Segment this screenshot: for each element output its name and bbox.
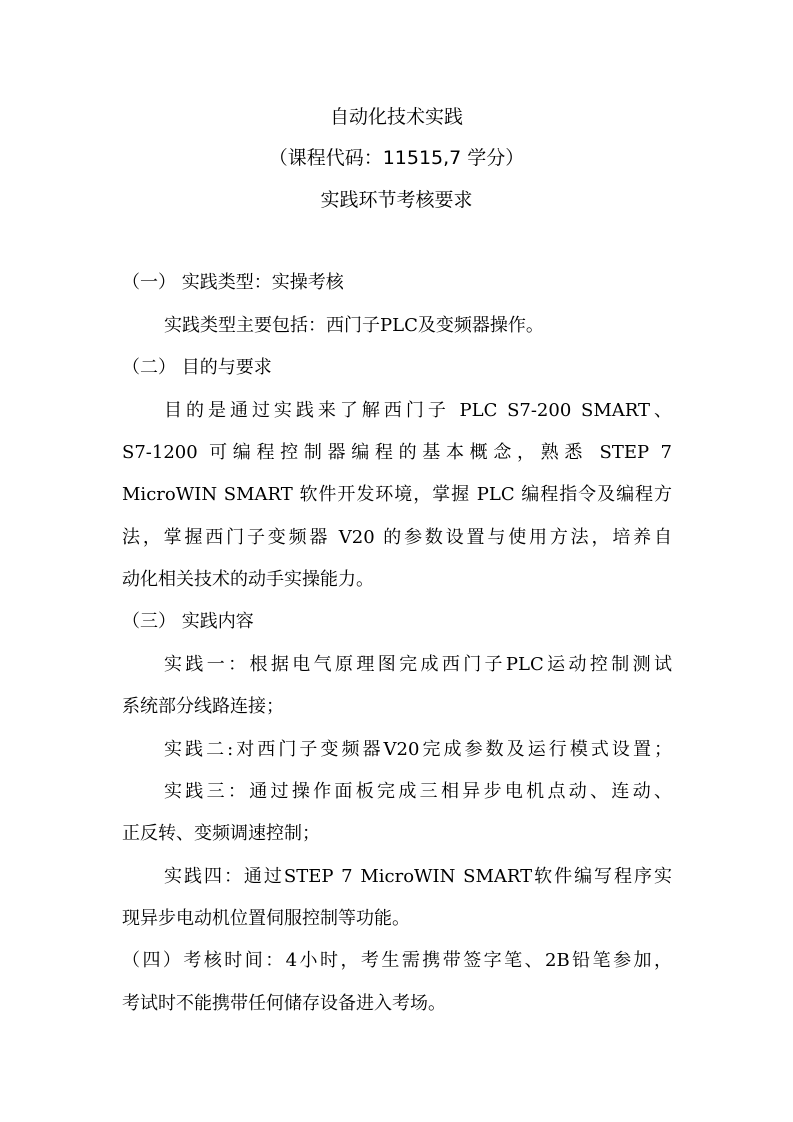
section-1-heading: （一） 实践类型：实操考核 bbox=[122, 272, 344, 293]
section-2-line: S7-1200 可编程控制器编程的基本概念，熟悉 STEP 7 bbox=[122, 442, 672, 463]
section-2-line: MicroWIN SMART 软件开发环境，掌握 PLC 编程指令及编程方 bbox=[122, 484, 672, 505]
section-3-line: 现异步电动机位置伺服控制等功能。 bbox=[122, 908, 410, 929]
section-3-line: 实践二:对西门子变频器V20完成参数及运行模式设置； bbox=[164, 739, 672, 760]
section-2-line: 动化相关技术的动手实操能力。 bbox=[122, 569, 374, 590]
section-3-line: 正反转、变频调速控制； bbox=[122, 823, 320, 844]
section-4-line: （四）考核时间：4小时，考生需携带签字笔、2B铅笔参加， bbox=[122, 950, 672, 971]
section-3-heading: （三） 实践内容 bbox=[122, 611, 254, 632]
section-3-line: 实践三：通过操作面板完成三相异步电机点动、连动、 bbox=[164, 781, 672, 802]
section-2-line: 法，掌握西门子变频器 V20 的参数设置与使用方法，培养自 bbox=[122, 527, 672, 548]
section-3-line: 实践四：通过STEP 7 MicroWIN SMART软件编写程序实 bbox=[164, 866, 672, 887]
section-1-body: 实践类型主要包括：西门子PLC及变频器操作。 bbox=[164, 315, 544, 336]
course-code: （课程代码：11515,7 学分） bbox=[268, 147, 525, 169]
section-2-heading: （二） 目的与要求 bbox=[122, 357, 272, 378]
document-subtitle: 实践环节考核要求 bbox=[320, 189, 473, 211]
document-title: 自动化技术实践 bbox=[329, 106, 463, 128]
section-4-line: 考试时不能携带任何储存设备进入考场。 bbox=[122, 993, 446, 1014]
section-3-line: 实践一：根据电气原理图完成西门子PLC运动控制测试 bbox=[164, 654, 672, 675]
section-2-line: 目的是通过实践来了解西门子 PLC S7-200 SMART、 bbox=[164, 400, 672, 421]
section-3-line: 系统部分线路连接； bbox=[122, 696, 284, 717]
